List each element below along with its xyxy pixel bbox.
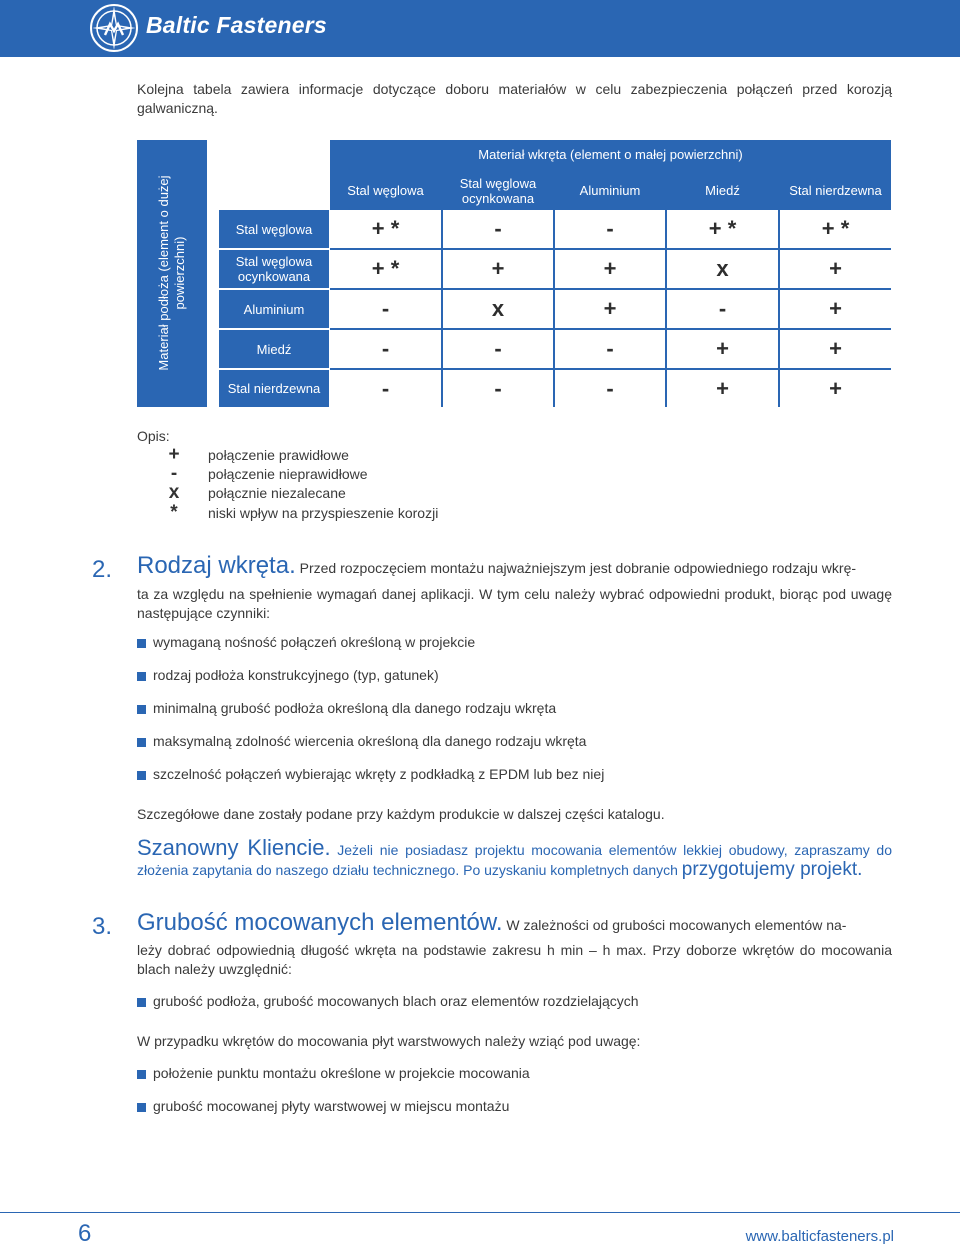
list-item: wymaganą nośność połączeń określoną w projekcie	[137, 634, 897, 654]
legend-symbol: *	[170, 502, 178, 523]
row-axis-label: Materiał podłoża (element o dużej powierzchni)	[156, 175, 187, 371]
footer-divider	[0, 1212, 960, 1213]
section-body-cont: leży dobrać odpowiednią długość wkręta na podstawie zakresu h min – h max. Przy doborze wkrętów do mocowania blach należy uwzględnić:	[137, 942, 892, 977]
matrix-cell: -	[555, 370, 665, 407]
bullet-square-icon	[137, 738, 146, 747]
matrix-cell: +	[443, 250, 553, 288]
list-item: maksymalną zdolność wiercenia określoną dla danego rodzaju wkręta	[137, 733, 897, 753]
list-item: rodzaj podłoża konstrukcyjnego (typ, gatunek)	[137, 667, 897, 687]
matrix-cell: -	[667, 290, 778, 328]
sandwich-panel-intro: W przypadku wkrętów do mocowania płyt warstwowych należy wziąć pod uwagę:	[137, 1033, 641, 1049]
customer-title: Szanowny Kliencie.	[137, 835, 331, 860]
column-header: Stal nierdzewna	[780, 172, 891, 209]
list-item: minimalną grubość podłoża określoną dla danego rodzaju wkręta	[137, 700, 897, 720]
matrix-cell: +	[555, 290, 665, 328]
section-3-paragraph	[137, 909, 892, 936]
row-header: Miedź	[219, 330, 329, 368]
matrix-cell: + *	[330, 210, 441, 248]
matrix-cell: -	[443, 330, 553, 368]
matrix-cell: -	[443, 370, 553, 407]
matrix-cell: +	[667, 370, 778, 407]
matrix-cell: +	[780, 290, 891, 328]
column-header: Aluminium	[555, 172, 665, 209]
section-number: 2.	[92, 556, 113, 583]
legend-symbol: +	[168, 444, 180, 465]
matrix-cell: +	[555, 250, 665, 288]
row-header: Stal nierdzewna	[219, 370, 329, 407]
section-body-cont: ta za względu na spełnienie wymagań danej aplikacji. W tym celu należy wybrać odpowiedni produkt, biorąc pod uwagę następujące czynniki:	[137, 586, 892, 621]
intro-paragraph: Kolejna tabela zawiera informacje dotyczące doboru materiałów w celu zabezpieczenia połączeń przed korozją galwaniczną.	[137, 81, 892, 116]
compass-star-logo-icon	[88, 2, 140, 54]
legend-text: połączenie nieprawidłowe	[208, 466, 368, 482]
matrix-cell: -	[555, 330, 665, 368]
matrix-cell: -	[330, 290, 441, 328]
section-number: 3.	[92, 913, 113, 940]
page-number: 6	[78, 1220, 92, 1247]
matrix-cell: +	[780, 330, 891, 368]
matrix-cell: + *	[330, 250, 441, 288]
section-title: Grubość mocowanych elementów.	[137, 909, 503, 936]
matrix-cell: +	[667, 330, 778, 368]
bullet-square-icon	[137, 672, 146, 681]
website-link[interactable]: www.balticfasteners.pl	[745, 1228, 894, 1245]
matrix-cell: -	[330, 370, 441, 407]
bullet-square-icon	[137, 1103, 146, 1112]
section-body: Przed rozpoczęciem montażu najważniejszym jest dobranie odpowiedniego rodzaju wkrę-	[299, 560, 857, 576]
matrix-cell: -	[443, 210, 553, 248]
bullet-square-icon	[137, 771, 146, 780]
bullet-square-icon	[137, 1070, 146, 1079]
legend-symbol: x	[168, 482, 180, 503]
matrix-cell: x	[667, 250, 778, 288]
legend-symbol: -	[170, 463, 178, 484]
list-item: grubość mocowanej płyty warstwowej w miejscu montażu	[137, 1098, 897, 1118]
legend-text: połącznie niezalecane	[208, 485, 346, 501]
legend-title: Opis:	[137, 428, 170, 444]
column-header: Stal węglowa ocynkowana	[443, 172, 553, 209]
list-item: położenie punktu montażu określone w projekcie mocowania	[137, 1065, 897, 1085]
list-item: szczelność połączeń wybierając wkręty z podkładką z EPDM lub bez niej	[137, 766, 897, 786]
legend-text: niski wpływ na przyspieszenie korozji	[208, 505, 439, 521]
customer-text-2: Po uzyskaniu kompletnych danych	[463, 862, 678, 878]
customer-note	[137, 835, 893, 880]
matrix-cell: + *	[780, 210, 891, 248]
matrix-cell: +	[780, 250, 891, 288]
brand-name: Baltic Fasteners	[146, 12, 327, 38]
column-axis-label: Materiał wkręta (element o małej powierzchni)	[330, 140, 891, 170]
section-2-paragraph	[137, 552, 892, 579]
customer-emphasis: przygotujemy projekt.	[681, 859, 863, 880]
column-header: Stal węglowa	[330, 172, 441, 209]
matrix-cell: + *	[667, 210, 778, 248]
page-header	[0, 0, 960, 57]
matrix-cell: +	[780, 370, 891, 407]
bullet-square-icon	[137, 998, 146, 1007]
row-header: Stal węglowa ocynkowana	[219, 250, 329, 288]
row-header: Aluminium	[219, 290, 329, 328]
row-header: Stal węglowa	[219, 210, 329, 248]
column-header: Miedź	[667, 172, 778, 209]
customer-text: Jeżeli nie posiadasz projektu mocowania elementów lekkiej obudowy, zapraszamy do złożenia zapytania do naszego działu technicznego.	[137, 842, 893, 878]
legend-text: połączenie prawidłowe	[208, 447, 349, 463]
list-item: grubość podłoża, grubość mocowanych blach oraz elementów rozdzielających	[137, 993, 897, 1013]
section-body: W zależności od grubości mocowanych elementów na-	[506, 917, 847, 933]
matrix-cell: x	[443, 290, 553, 328]
details-note: Szczegółowe dane zostały podane przy każdym produkcie w dalszej części katalogu.	[137, 806, 665, 822]
bullet-square-icon	[137, 705, 146, 714]
matrix-cell: -	[330, 330, 441, 368]
bullet-square-icon	[137, 639, 146, 648]
matrix-cell: -	[555, 210, 665, 248]
section-title: Rodzaj wkręta.	[137, 552, 296, 579]
